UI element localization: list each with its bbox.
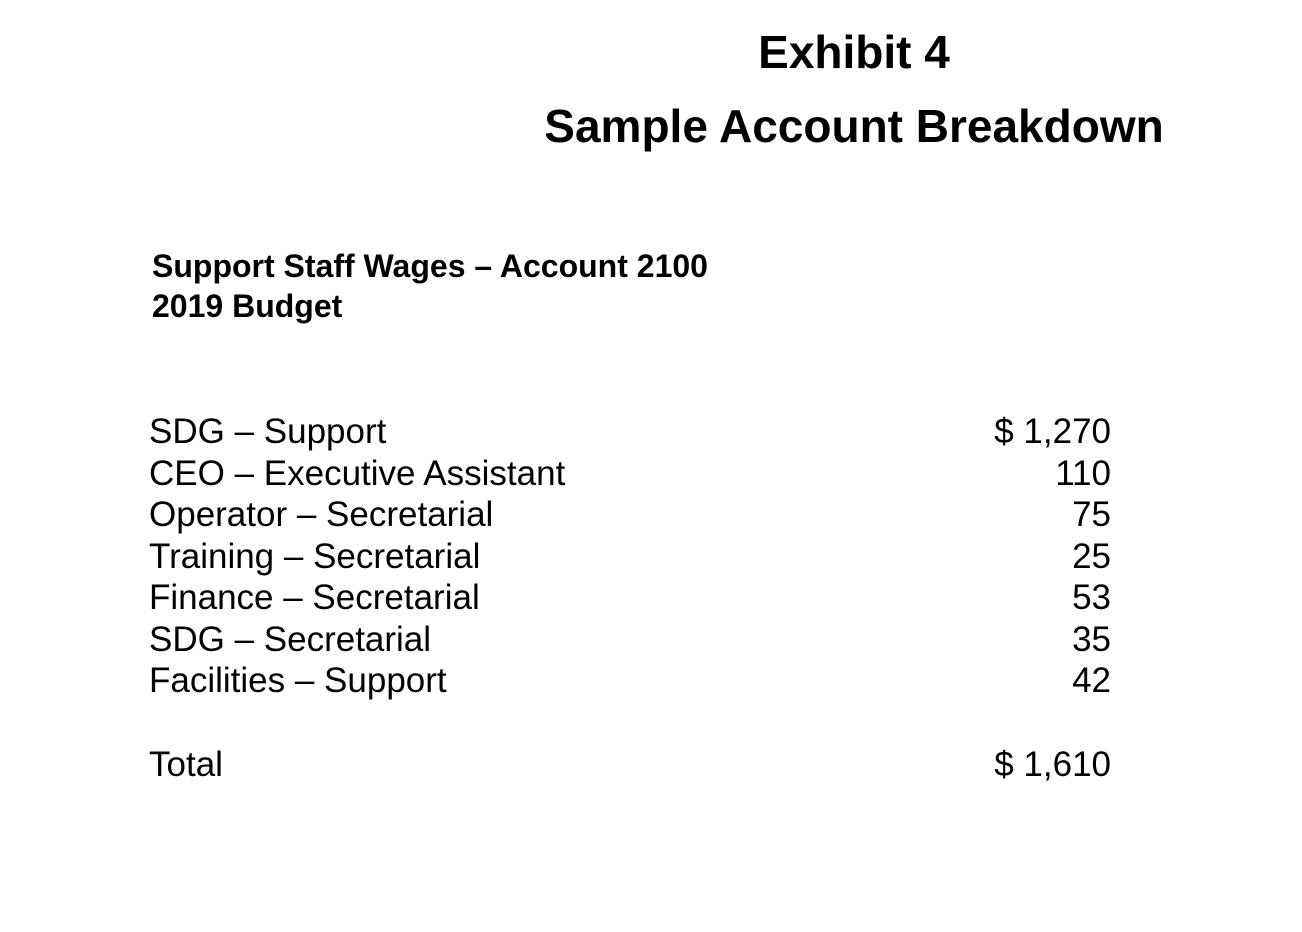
total-row	[149, 744, 1111, 786]
table-row	[149, 494, 1111, 536]
account-name: Support Staff Wages – Account 2100	[152, 248, 708, 284]
total-amount: $ 1,610	[994, 745, 1111, 784]
row-label: Finance – Secretarial	[149, 578, 480, 617]
row-amount: 25	[1072, 536, 1111, 576]
row-amount: 75	[1072, 495, 1111, 534]
table-row	[149, 660, 1111, 702]
row-amount: 53	[1072, 578, 1111, 617]
breakdown-table	[149, 411, 1111, 702]
table-row	[149, 577, 1111, 619]
row-amount: 42	[1072, 661, 1111, 700]
table-row	[149, 453, 1111, 495]
row-label: Facilities – Support	[149, 661, 447, 700]
account-header	[152, 246, 708, 326]
exhibit-title: Exhibit 4	[758, 26, 950, 78]
row-label: SDG – Support	[149, 412, 387, 451]
row-label: Operator – Secretarial	[149, 495, 494, 534]
exhibit-subtitle: Sample Account Breakdown	[544, 100, 1164, 152]
row-label: Training – Secretarial	[149, 536, 481, 576]
budget-period: 2019 Budget	[152, 288, 343, 324]
row-amount: 110	[1055, 453, 1111, 493]
row-amount: 35	[1072, 619, 1111, 659]
table-row	[149, 536, 1111, 578]
row-label: CEO – Executive Assistant	[149, 453, 566, 493]
row-amount: $ 1,270	[994, 412, 1111, 451]
exhibit-title-block	[406, 24, 1302, 154]
row-label: SDG – Secretarial	[149, 619, 432, 659]
table-row	[149, 619, 1111, 661]
table-row	[149, 411, 1111, 453]
total-label: Total	[149, 745, 223, 784]
